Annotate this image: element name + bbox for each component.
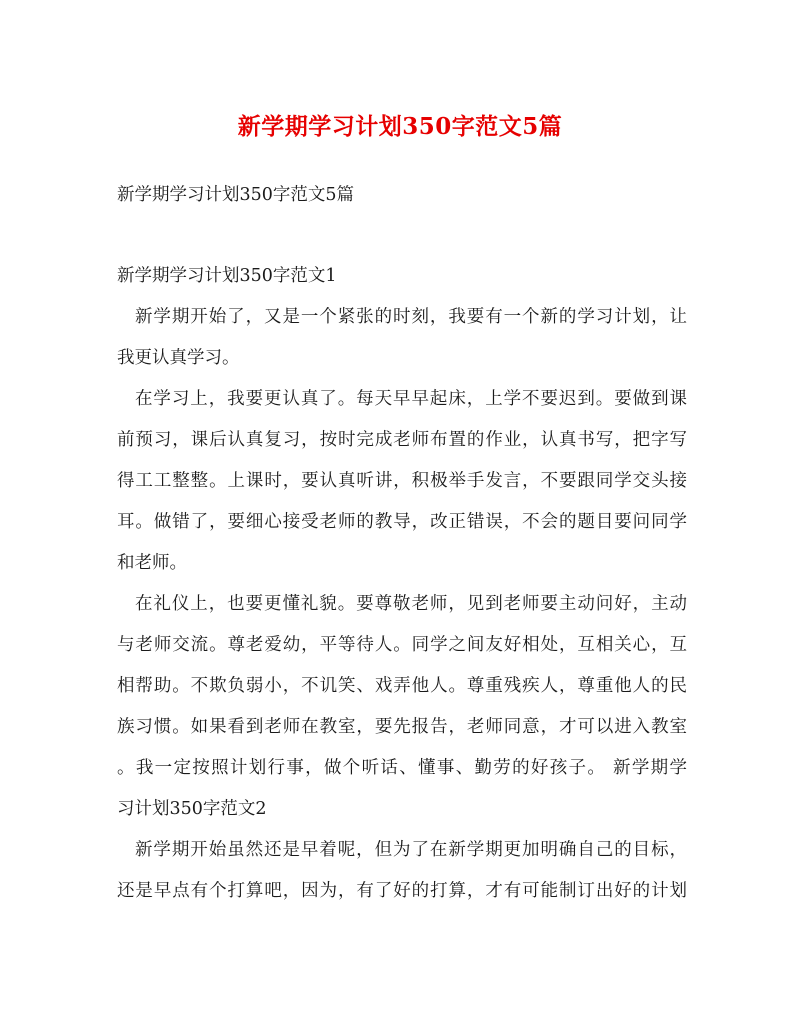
paragraph-line: 。我一定按照计划行事，做个听话、懂事、勤劳的好孩子。 新学期学 [117,758,687,778]
section-heading-2: 习计划350字范文2 [117,799,267,819]
paragraph-line: 新学期开始了，又是一个紧张的时刻，我要有一个新的学习计划，让 [135,307,687,327]
paragraph-line: 还是早点有个打算吧，因为，有了好的打算，才有可能制订出好的计划 [117,881,687,901]
paragraph-line: 得工工整整。上课时，要认真听讲，积极举手发言，不要跟同学交头接 [117,471,687,491]
paragraph-line: 与老师交流。尊老爱幼，平等待人。同学之间友好相处，互相关心，互 [117,635,687,655]
section-heading-1: 新学期学习计划350字范文1 [117,266,337,286]
paragraph-line: 族习惯。如果看到老师在教室，要先报告，老师同意，才可以进入教室 [117,717,687,737]
paragraph-line: 新学期开始虽然还是早着呢，但为了在新学期更加明确自己的目标， [135,840,687,860]
paragraph-line: 我更认真学习。 [117,348,240,368]
paragraph-line: 在礼仪上，也要更懂礼貌。要尊敬老师，见到老师要主动问好，主动 [135,594,687,614]
paragraph-line: 相帮助。不欺负弱小，不讥笑、戏弄他人。尊重残疾人，尊重他人的民 [117,676,687,696]
paragraph-line: 耳。做错了，要细心接受老师的教导，改正错误，不会的题目要问同学 [117,512,687,532]
paragraph-line: 前预习，课后认真复习，按时完成老师布置的作业，认真书写，把字写 [117,430,687,450]
paragraph-line: 在学习上，我要更认真了。每天早早起床，上学不要迟到。要做到课 [135,389,687,409]
document-title: 新学期学习计划350字范文5篇 [237,113,563,140]
paragraph-line: 和老师。 [117,553,187,573]
subtitle-line: 新学期学习计划350字范文5篇 [117,185,355,205]
